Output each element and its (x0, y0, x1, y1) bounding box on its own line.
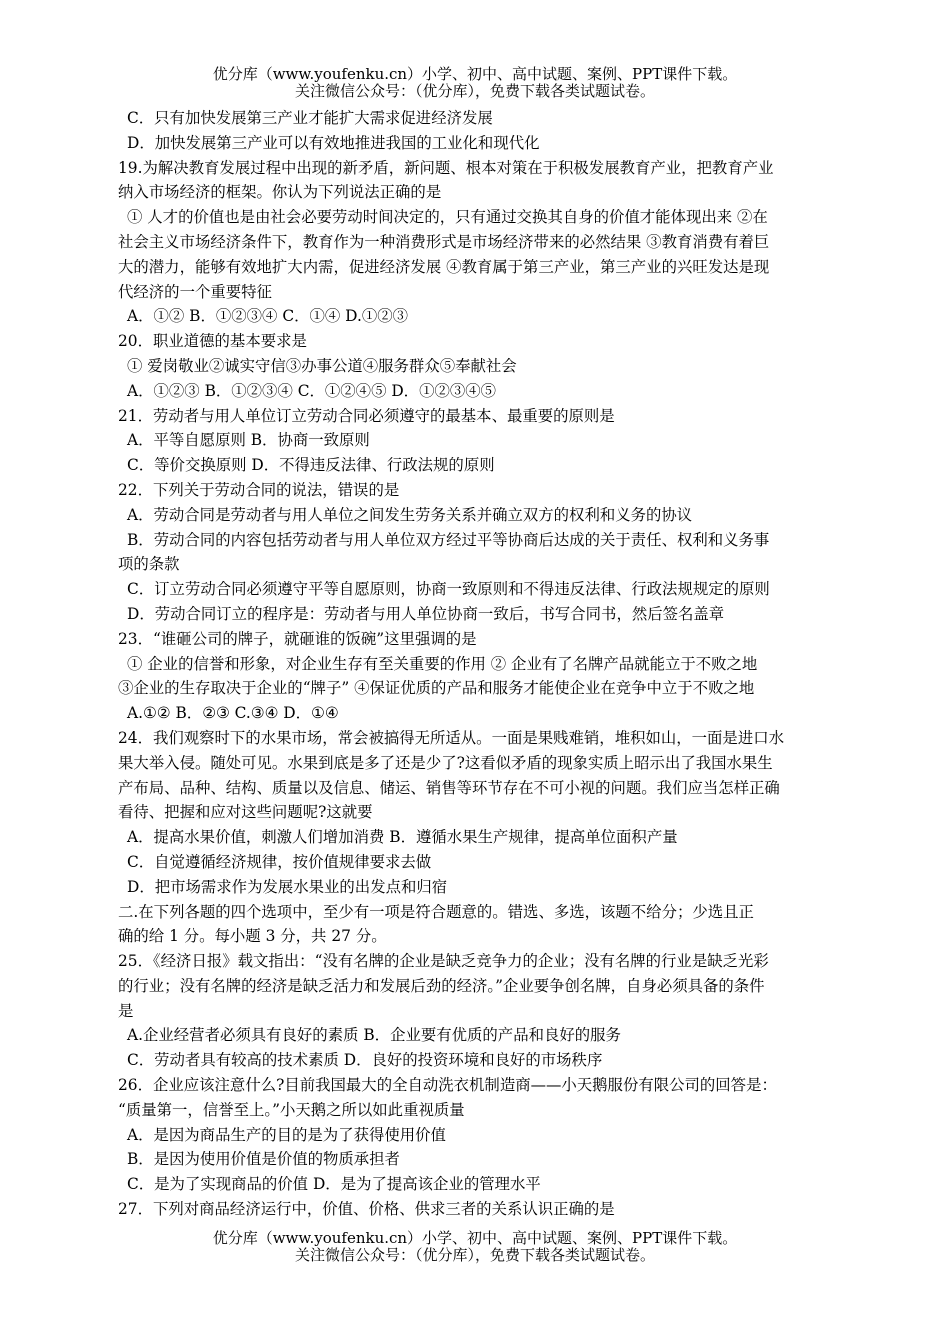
answer-options: A．平等自愿原则 B．协商一致原则 (127, 431, 370, 450)
question-27: 27．下列对商品经济运行中，价值、价格、供求三者的关系认识正确的是 (118, 1200, 615, 1219)
question-22: 22．下列关于劳动合同的说法，错误的是 (118, 480, 400, 499)
section-heading: 二.在下列各题的四个选项中，至少有一项是符合题意的。错选、多选，该题不给分；少选且正 (118, 902, 754, 921)
answer-option: A．劳动合同是劳动者与用人单位之间发生劳务关系并确立双方的权利和义务的协议 (127, 505, 693, 524)
answer-options: C．等价交换原则 D．不得违反法律、行政法规的原则 (127, 456, 495, 475)
answer-option: D．把市场需求作为发展水果业的出发点和归宿 (127, 877, 448, 896)
text-line: ③企业的生存取决于企业的“牌子” ④保证优质的产品和服务才能使企业在竞争中立于不败之地 (118, 679, 755, 698)
question-23: 23．“谁砸公司的牌子，就砸谁的饭碗”这里强调的是 (118, 629, 477, 648)
document-body (118, 106, 838, 1222)
footer-line-2: 关注微信公众号：（优分库），免费下载各类试题试卷。 (294, 1246, 655, 1264)
answer-option: C．自觉遵循经济规律，按价值规律要求去做 (127, 852, 432, 871)
text-line: ① 企业的信誉和形象，对企业生存有至关重要的作用 ② 企业有了名牌产品就能立于不败之地 (127, 654, 758, 673)
question-19: 19.为解决教育发展过程中出现的新矛盾，新问题、根本对策在于积极发展教育产业，把教育产业 (118, 158, 774, 177)
answer-options: A．①② B．①②③④ C．①④ D.①②③ (127, 307, 409, 326)
page-header (0, 66, 950, 100)
text-line: ① 爱岗敬业②诚实守信③办事公道④服务群众⑤奉献社会 (127, 356, 517, 375)
text-line: 是 (118, 1001, 134, 1020)
text-line: 纳入市场经济的框架。你认为下列说法正确的是 (118, 183, 442, 202)
text-line: 确的给 1 分。每小题 3 分，共 27 分。 (118, 927, 387, 946)
text-line: 项的条款 (118, 555, 180, 574)
text-line: D．加快发展第三产业可以有效地推进我国的工业化和现代化 (127, 133, 540, 152)
question-21: 21．劳动者与用人单位订立劳动合同必须遵守的最基本、最重要的原则是 (118, 406, 615, 425)
text-line: “质量第一，信誉至上。”小天鹅之所以如此重视质量 (118, 1100, 465, 1119)
question-25: 25．《经济日报》载文指出：“没有名牌的企业是缺乏竞争力的企业；没有名牌的行业是缺乏光彩 (118, 952, 769, 971)
answer-option: B．是因为使用价值是价值的物质承担者 (127, 1150, 400, 1169)
text-line: 社会主义市场经济条件下，教育作为一种消费形式是市场经济带来的必然结果 ③教育消费有着巨 (118, 232, 770, 251)
answer-options: A.企业经营者必须具有良好的素质 B．企业要有优质的产品和良好的服务 (127, 1026, 621, 1045)
answer-options: A.①② B．②③ C.③④ D．①④ (127, 704, 339, 723)
question-24: 24．我们观察时下的水果市场，常会被搞得无所适从。一面是果贱难销，堆积如山，一面是进口水 (118, 728, 784, 747)
question-20: 20．职业道德的基本要求是 (118, 332, 307, 351)
header-line-1: 优分库（www.youfenku.cn）小学、初中、高中试题、案例、PPT课件下载。 (212, 65, 738, 83)
answer-option: D．劳动合同订立的程序是：劳动者与用人单位协商一致后，书写合同书，然后签名盖章 (127, 604, 725, 623)
page-footer (0, 1230, 950, 1264)
text-line: 大的潜力，能够有效地扩大内需，促进经济发展 ④教育属于第三产业，第三产业的兴旺发达是现 (118, 257, 770, 276)
question-26: 26．企业应该注意什么?目前我国最大的全自动洗衣机制造商——小天鹅服份有限公司的回答是： (118, 1076, 777, 1095)
answer-option: C．订立劳动合同必须遵守平等自愿原则，协商一致原则和不得违反法律、行政法规规定的原则 (127, 580, 770, 599)
text-line: 果大举入侵。随处可见。水果到底是多了还是少了?这看似矛盾的现象实质上昭示出了我国水果生 (118, 753, 773, 772)
answer-option: A．是因为商品生产的目的是为了获得使用价值 (127, 1125, 446, 1144)
answer-option: B．劳动合同的内容包括劳动者与用人单位双方经过平等协商后达成的关于责任、权利和义务事 (127, 530, 770, 549)
text-line: C．只有加快发展第三产业才能扩大需求促进经济发展 (127, 109, 493, 127)
header-line-2: 关注微信公众号：（优分库），免费下载各类试题试卷。 (294, 82, 655, 100)
text-line: 代经济的一个重要特征 (118, 282, 272, 301)
text-line: 看待、把握和应对这些问题呢?这就要 (118, 803, 373, 822)
answer-options: A．①②③ B．①②③④ C．①②④⑤ D．①②③④⑤ (127, 381, 497, 400)
text-line: 产布局、品种、结构、质量以及信息、储运、销售等环节存在不可小视的问题。我们应当怎样正确 (118, 778, 780, 797)
text-line: 的行业；没有名牌的经济是缺乏活力和发展后劲的经济。”企业要争创名牌，自身必须具备的条件 (118, 976, 765, 995)
answer-options: A．提高水果价值，刺激人们增加消费 B．遵循水果生产规律，提高单位面积产量 (127, 828, 678, 847)
answer-options: C．是为了实现商品的价值 D．是为了提高该企业的管理水平 (127, 1175, 541, 1194)
footer-line-1: 优分库（www.youfenku.cn）小学、初中、高中试题、案例、PPT课件下载。 (212, 1229, 738, 1247)
answer-options: C．劳动者具有较高的技术素质 D．良好的投资环境和良好的市场秩序 (127, 1051, 603, 1070)
text-line: ① 人才的价值也是由社会必要劳动时间决定的，只有通过交换其自身的价值才能体现出来 ②在 (127, 208, 768, 227)
